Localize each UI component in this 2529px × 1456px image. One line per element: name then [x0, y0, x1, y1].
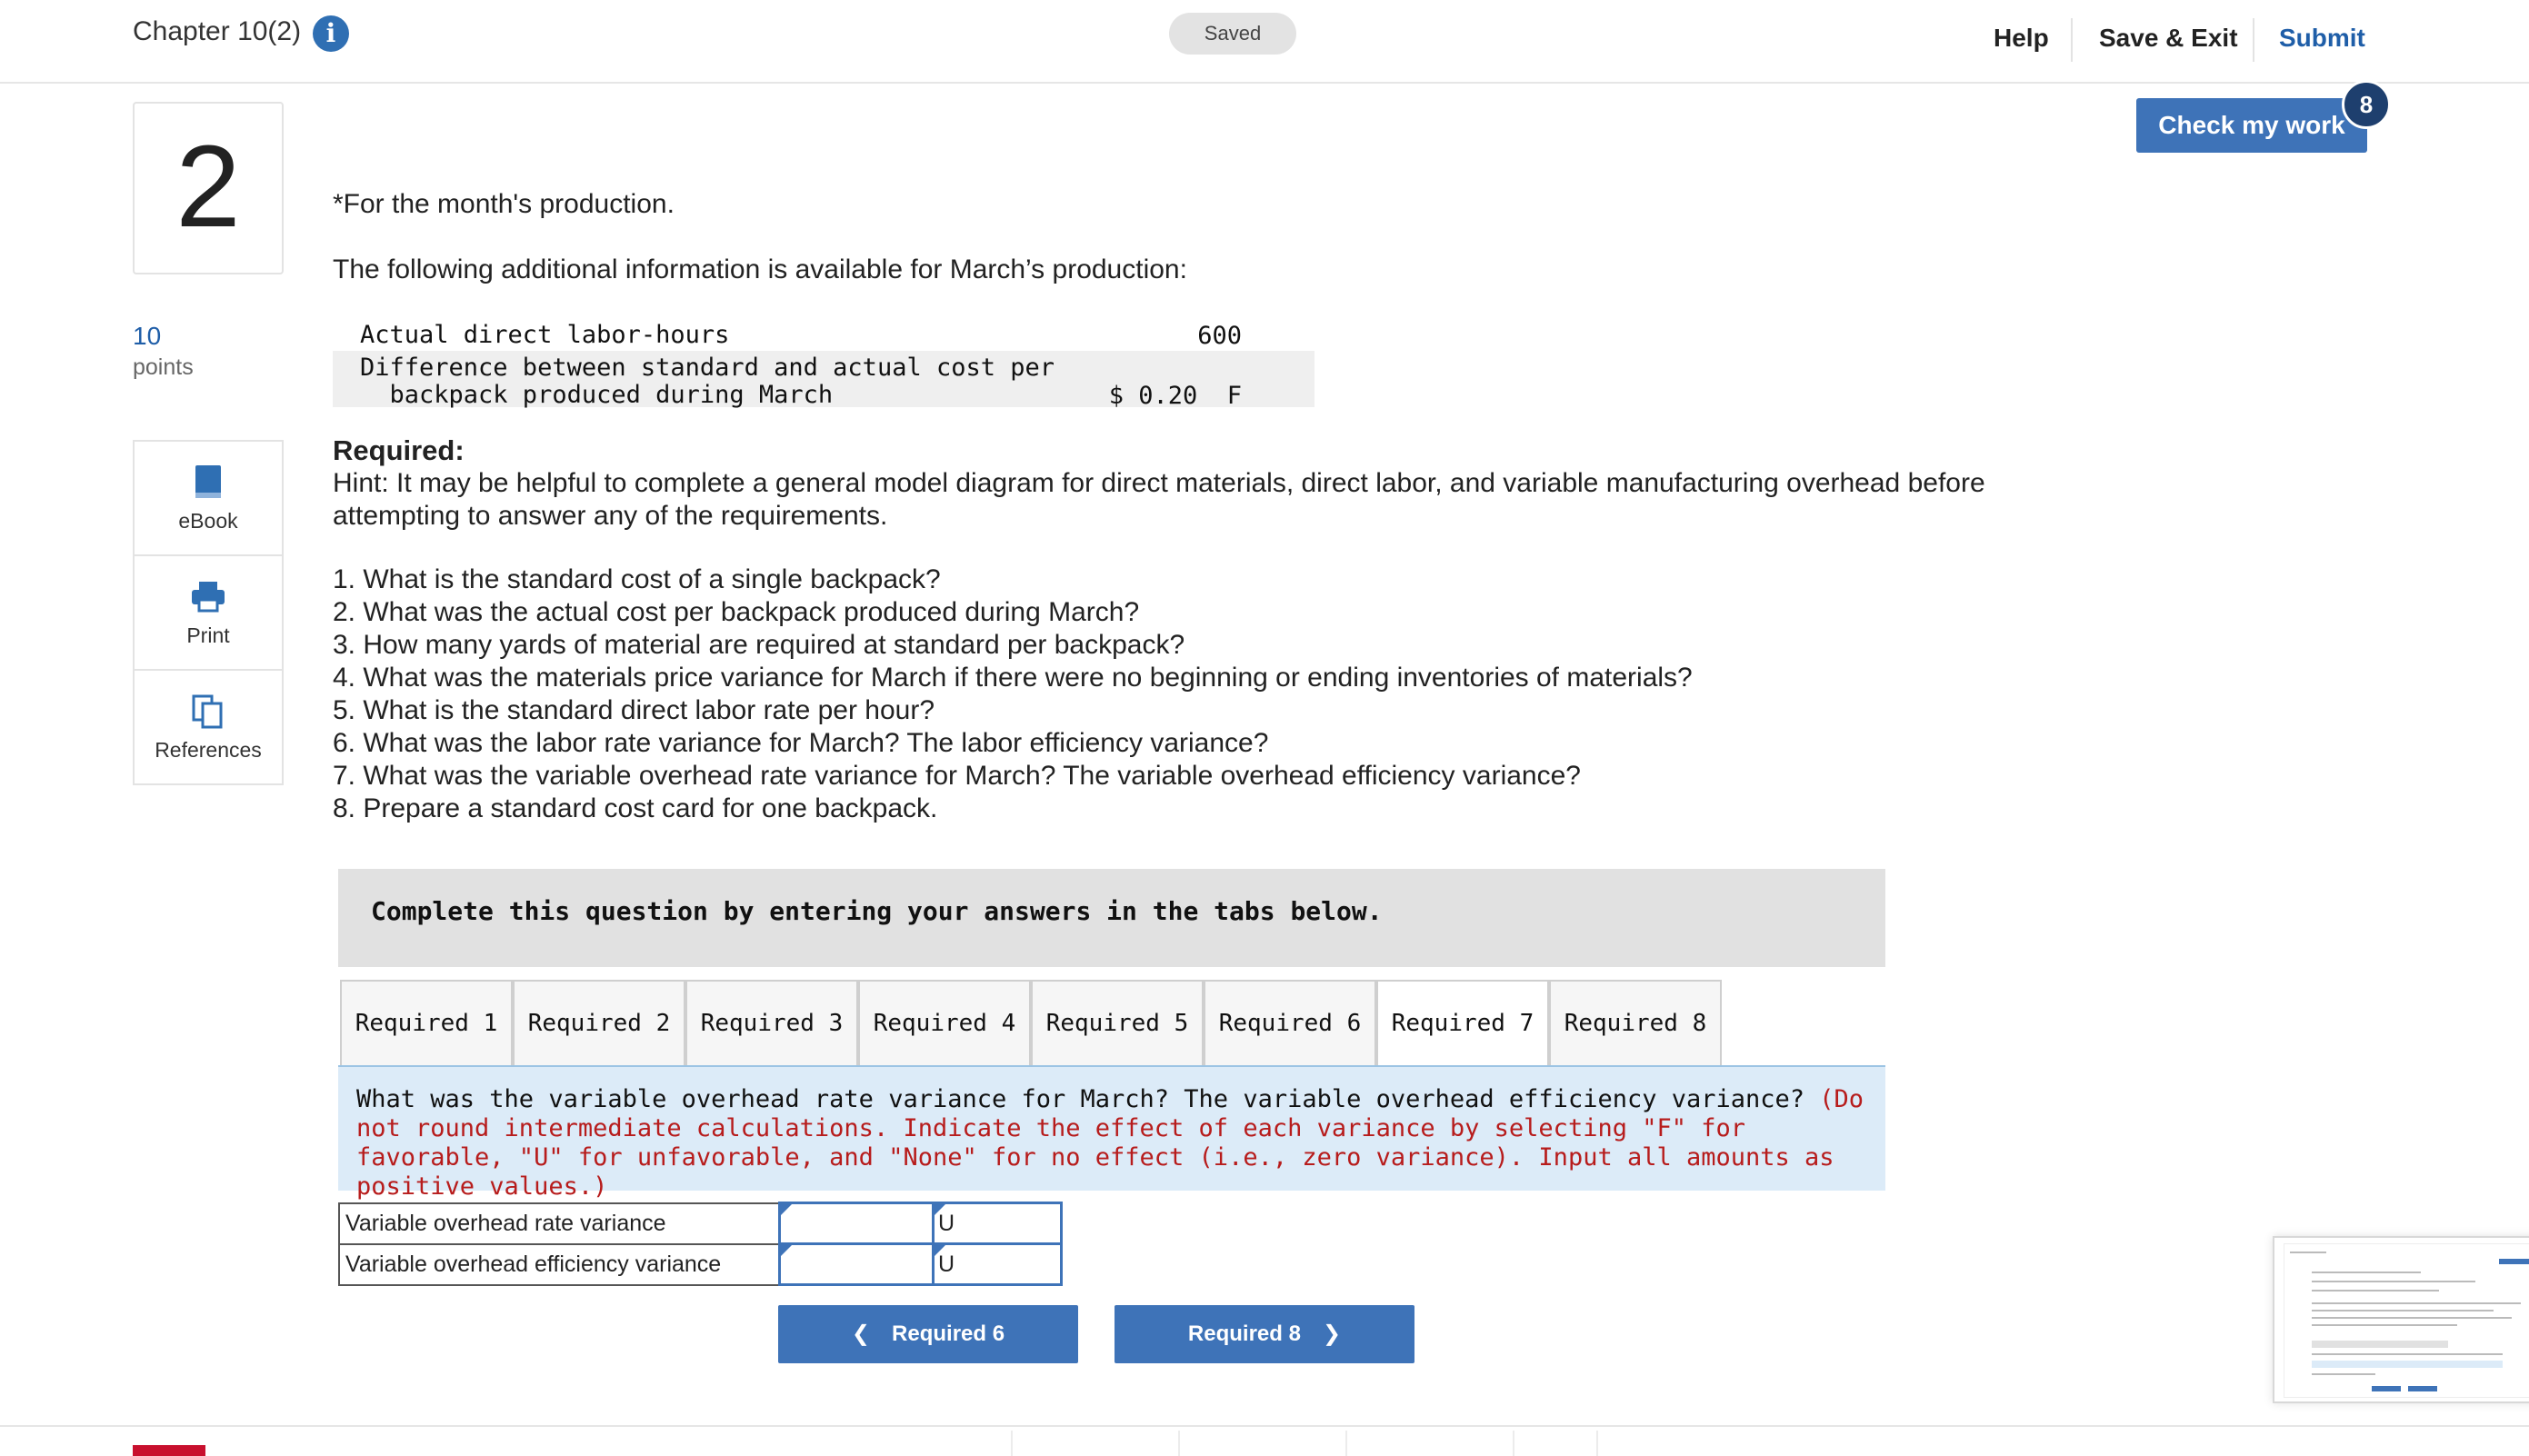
- tab-required-8[interactable]: Required 8: [1549, 980, 1722, 1067]
- list-item: 4. What was the materials price variance for March if there were no beginning or ending inventories of materials?: [333, 663, 1693, 693]
- divider: [1011, 1431, 1013, 1456]
- info-row-label: Actual direct labor-hours: [360, 321, 730, 349]
- answer-table: [338, 1202, 1063, 1286]
- table-row: [339, 1203, 1062, 1244]
- page-thumbnail-preview[interactable]: [2273, 1236, 2529, 1403]
- divider: [2253, 18, 2254, 62]
- print-button[interactable]: [133, 554, 284, 671]
- list-item: 2. What was the actual cost per backpack produced during March?: [333, 597, 1140, 627]
- tab-required-5[interactable]: Required 5: [1031, 980, 1204, 1067]
- select-value: U: [938, 1210, 955, 1236]
- list-item: 8. Prepare a standard cost card for one backpack.: [333, 793, 938, 823]
- info-row: [333, 318, 1314, 351]
- list-item: 1. What is the standard cost of a single backpack?: [333, 564, 941, 594]
- next-requirement-button[interactable]: [1115, 1305, 1414, 1363]
- tab-required-2[interactable]: Required 2: [513, 980, 685, 1067]
- saved-status-badge: Saved: [1169, 13, 1296, 55]
- additional-info-intro: The following additional information is available for March’s production:: [333, 254, 1187, 284]
- print-label: Print: [186, 623, 230, 647]
- requirements-list: [333, 563, 1693, 825]
- tab-required-6[interactable]: Required 6: [1204, 980, 1376, 1067]
- points-label: points: [133, 354, 194, 380]
- chevron-right-icon: ❯: [1322, 1321, 1342, 1346]
- row-label: Variable overhead rate variance: [339, 1203, 780, 1244]
- submit-link[interactable]: Submit: [2279, 24, 2365, 52]
- points-value: 10: [133, 322, 162, 350]
- row-label: Variable overhead efficiency variance: [339, 1244, 780, 1285]
- tab-required-4[interactable]: Required 4: [858, 980, 1031, 1067]
- question-number-box: [133, 102, 284, 274]
- info-icon[interactable]: i: [313, 15, 349, 52]
- check-my-work-button[interactable]: Check my work: [2136, 98, 2367, 153]
- list-item: 7. What was the variable overhead rate variance for March? The variable overhead efficiency variance?: [333, 761, 1581, 791]
- input-marker-icon: [935, 1245, 945, 1256]
- efficiency-variance-amount-input[interactable]: [780, 1244, 934, 1285]
- info-row-value: 600: [1197, 322, 1242, 350]
- thumbnail-button: [2499, 1259, 2529, 1264]
- thumbnail-line: [2312, 1317, 2512, 1319]
- thumbnail-line: [2312, 1324, 2457, 1326]
- info-table: [333, 318, 1314, 410]
- instructions-bar: [338, 869, 1885, 967]
- thumbnail-line: [2312, 1290, 2439, 1291]
- info-row: [333, 351, 1314, 410]
- divider: [1596, 1431, 1598, 1456]
- list-item: 3. How many yards of material are required at standard per backpack?: [333, 630, 1185, 660]
- next-label: Required 8: [1187, 1321, 1301, 1346]
- required-heading: Required:: [333, 434, 465, 466]
- prompt-question: What was the variable overhead rate variance for March? The variable overhead efficiency variance?: [356, 1085, 1820, 1113]
- copy-icon: [190, 693, 226, 729]
- top-bar: [0, 0, 2529, 84]
- info-row-label: Difference between standard and actual cost per backpack produced during March: [360, 354, 1055, 409]
- footnote-text: *For the month's production.: [333, 189, 675, 219]
- input-marker-icon: [935, 1204, 945, 1215]
- input-marker-icon: [781, 1204, 792, 1215]
- chevron-left-icon: ❮: [851, 1321, 871, 1346]
- thumbnail-line: [2312, 1341, 2448, 1348]
- list-item: 6. What was the labor rate variance for March? The labor efficiency variance?: [333, 728, 1269, 758]
- thumbnail-line: [2312, 1302, 2521, 1304]
- input-marker-icon: [781, 1245, 792, 1256]
- footer-divider: [0, 1425, 2529, 1427]
- printer-icon: [190, 578, 226, 614]
- rate-variance-amount-input[interactable]: [780, 1203, 934, 1244]
- thumbnail-line: [2312, 1361, 2503, 1368]
- thumbnail-line: [2312, 1373, 2375, 1375]
- select-value: U: [938, 1251, 955, 1277]
- previous-requirement-button[interactable]: [778, 1305, 1078, 1363]
- efficiency-variance-effect-select[interactable]: [934, 1244, 1062, 1285]
- thumbnail-button: [2408, 1386, 2437, 1391]
- thumbnail-line: [2312, 1310, 2494, 1311]
- help-link[interactable]: Help: [1994, 24, 2049, 52]
- prompt-instructions: (Do not round intermediate calculations. Indicate the effect of each variance by selecting "F" for favorable, "U" for unfavorable, and "None" for no effect (i.e., zero variance). Input all amounts as positive values.): [356, 1085, 1864, 1201]
- divider: [1345, 1431, 1347, 1456]
- publisher-logo: [133, 1445, 205, 1456]
- question-number: 2: [175, 122, 241, 252]
- question-prompt: [338, 1067, 1885, 1201]
- ebook-button[interactable]: [133, 440, 284, 556]
- tab-required-7[interactable]: Required 7: [1376, 980, 1549, 1069]
- divider: [1178, 1431, 1180, 1456]
- list-item: 5. What is the standard direct labor rate per hour?: [333, 695, 935, 725]
- references-label: References: [155, 738, 262, 762]
- book-icon: [190, 464, 226, 500]
- divider: [2071, 18, 2073, 62]
- divider: [1513, 1431, 1514, 1456]
- thumbnail-line: [2312, 1353, 2503, 1355]
- tab-required-1[interactable]: Required 1: [340, 980, 513, 1067]
- thumbnail-line: [2312, 1281, 2475, 1282]
- instructions-text: Complete this question by entering your answers in the tabs below.: [371, 896, 1383, 926]
- prompt-text: [356, 1085, 1865, 1202]
- rate-variance-effect-select[interactable]: [934, 1203, 1062, 1244]
- tab-required-3[interactable]: Required 3: [685, 980, 858, 1067]
- check-work-count-badge: 8: [2342, 80, 2391, 129]
- chapter-title: Chapter 10(2): [133, 16, 302, 46]
- save-exit-link[interactable]: Save & Exit: [2099, 24, 2238, 52]
- thumbnail-button: [2372, 1386, 2401, 1391]
- ebook-label: eBook: [178, 509, 238, 533]
- thumbnail-line: [2312, 1272, 2421, 1273]
- previous-label: Required 6: [892, 1321, 1005, 1346]
- references-button[interactable]: [133, 669, 284, 785]
- info-row-value: $ 0.20 F: [1108, 382, 1242, 410]
- thumbnail-page: [2284, 1243, 2529, 1398]
- table-row: [339, 1244, 1062, 1285]
- thumbnail-line: [2290, 1252, 2326, 1253]
- hint-text: Hint: It may be helpful to complete a general model diagram for direct materials, direct labor, and variable manufacturing overhead before attempting to answer any of the requirements.: [333, 468, 1985, 531]
